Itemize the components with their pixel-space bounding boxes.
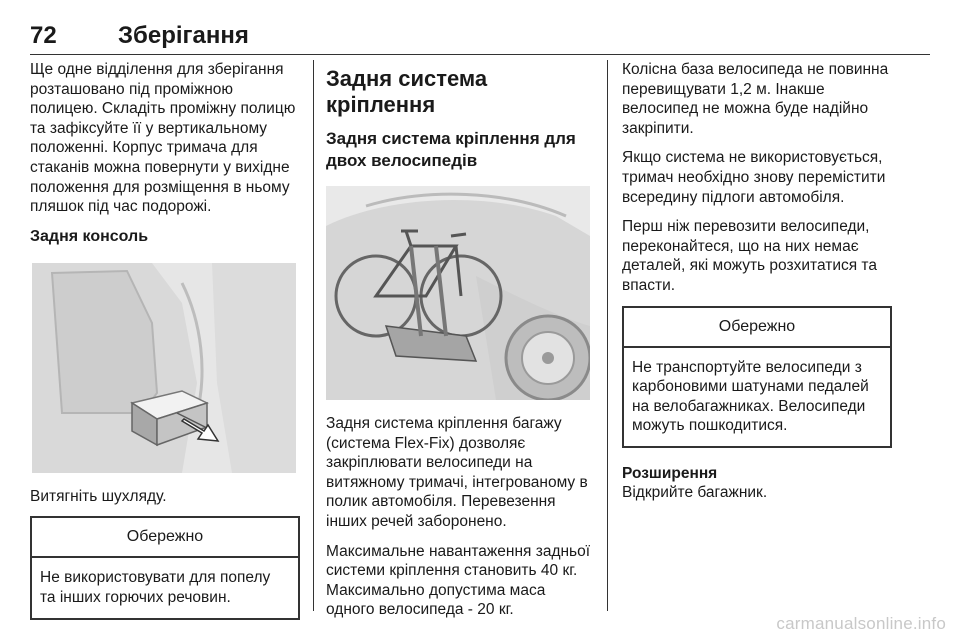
page-header <box>30 22 930 56</box>
notice-box-2 <box>622 306 892 448</box>
bike-carrier-illustration <box>326 186 590 400</box>
column-divider-1 <box>313 60 314 611</box>
notice-text: Не використовувати для попелу та інших горючих речовин. <box>40 569 271 606</box>
watermark: carmanualsonline.info <box>776 614 946 633</box>
column-2 <box>326 60 592 630</box>
column-divider-2 <box>607 60 608 611</box>
rear-carrier-subheading: Задня система кріплення для двох велосипедів <box>326 129 576 170</box>
column-1 <box>30 60 300 620</box>
notice-box-1 <box>30 516 300 619</box>
intro-paragraph: Ще одне відділення для зберігання розташовано під проміжною полицею. Складіть проміжну полицю та зафіксуйте її у вертикальному положенні. Корпус тримача для стаканів можна повернути у вихідне положення для розміщення в ньому пляшок під час подорожі. <box>30 61 296 216</box>
extensions-text: Відкрийте багажник. <box>622 483 768 501</box>
storage-text: Якщо система не використовується, тримач необхідно знову перемістити всередину підлоги автомобіля. <box>622 149 886 206</box>
extensions-heading: Розширення <box>622 464 718 482</box>
carrier-description: Задня система кріплення багажу (система Flex-Fix) дозволяє закріплювати велосипеди на витяжному тримачі, інтегрованому в полик автомобіля. Перевезення інших речей заборонено. <box>326 415 588 530</box>
header-rule <box>30 54 930 55</box>
notice-title: Обережно <box>32 518 298 558</box>
drawer-illustration <box>32 263 296 473</box>
rear-console-illustration <box>32 263 296 473</box>
page-number: 72 <box>30 22 57 49</box>
car-with-bike-illustration <box>326 186 590 400</box>
notice-title-2: Обережно <box>624 308 890 348</box>
figure-caption: Витягніть шухляду. <box>30 487 167 505</box>
max-load-text: Максимальне навантаження задньої системи кріплення становить 40 кг. Максимально допустима маса одного велосипеда - 20 кг. <box>326 542 591 619</box>
rear-carrier-heading: Задня система кріплення <box>326 66 488 117</box>
section-title: Зберігання <box>118 22 249 49</box>
wheelbase-text: Колісна база велосипеда не повинна перевищувати 1,2 м. Інакше велосипед не можна буде надійно закріпити. <box>622 61 889 137</box>
loose-parts-text: Перш ніж перевозити велосипеди, переконайтеся, що на них немає деталей, які можуть розхитатися та впасти. <box>622 218 877 294</box>
rear-console-heading: Задня консоль <box>30 227 149 245</box>
notice-text-2: Не транспортуйте велосипеди з карбоновими шатунами педалей на велобагажниках. Велосипеди можуть пошкодитися. <box>632 358 869 435</box>
column-3 <box>622 60 892 513</box>
